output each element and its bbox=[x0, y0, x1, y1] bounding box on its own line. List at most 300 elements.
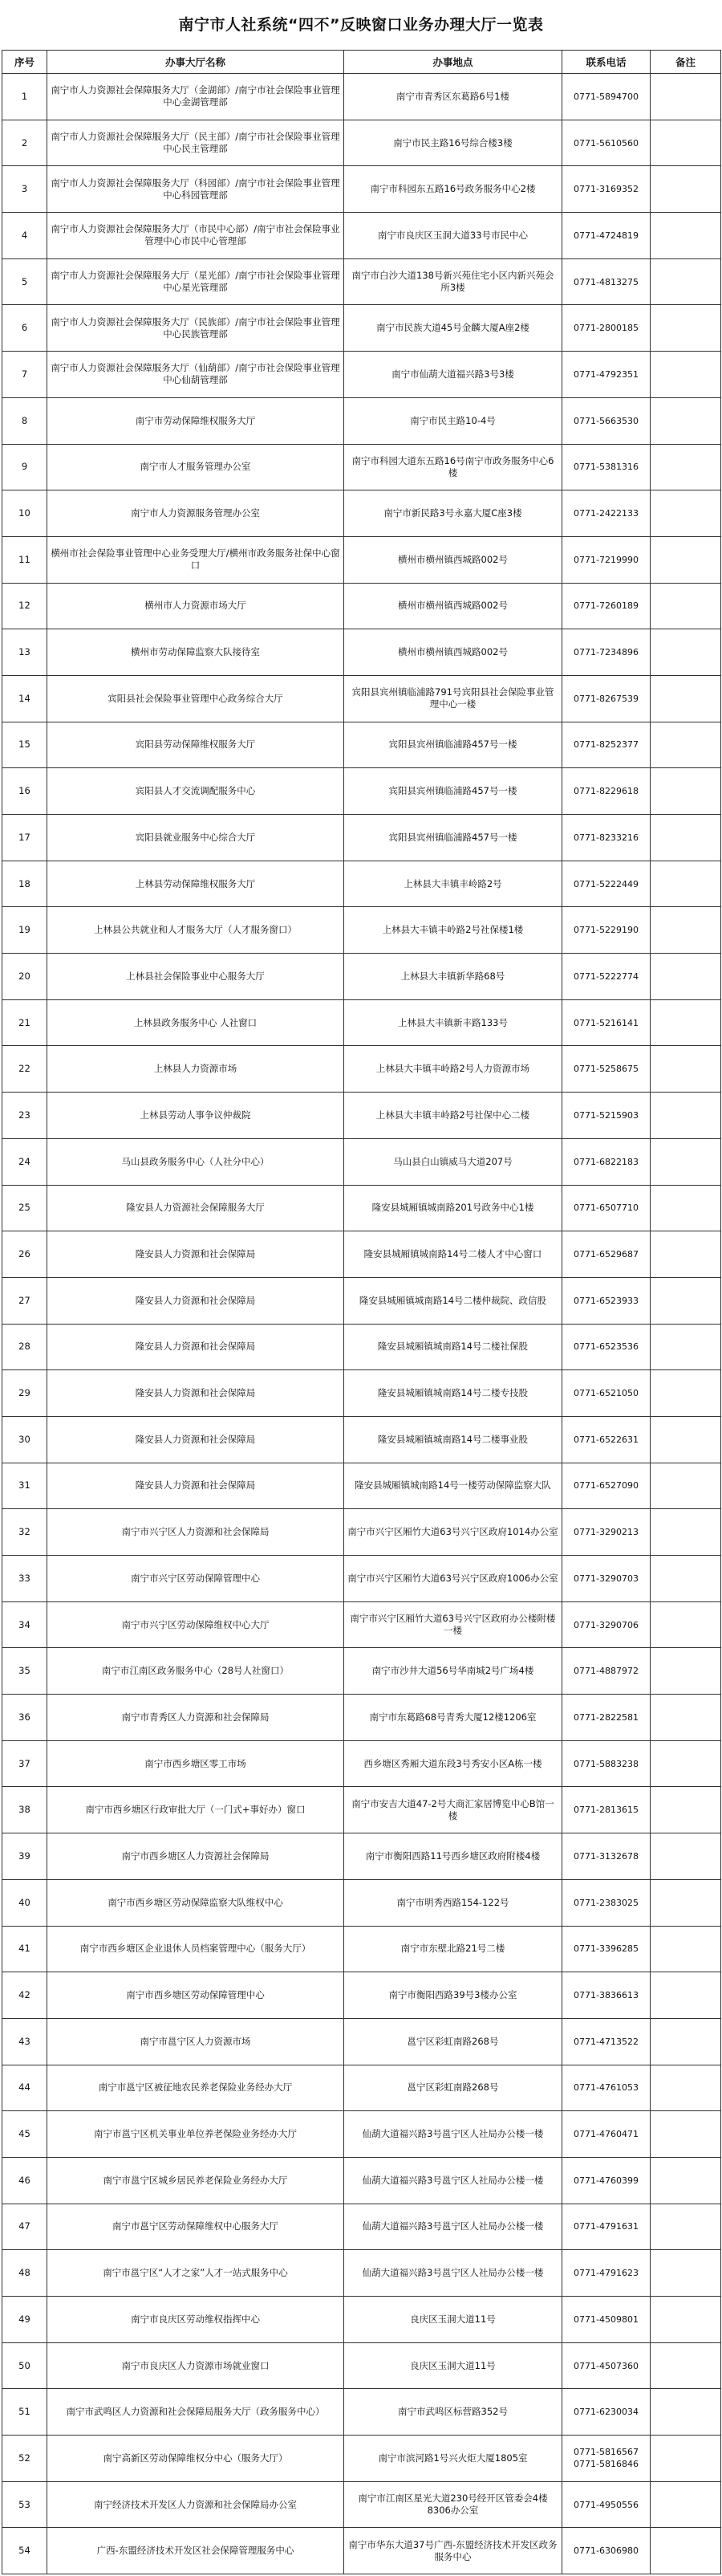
cell-phone: 0771-3290706 bbox=[562, 1601, 651, 1648]
table-row bbox=[2, 2528, 721, 2574]
table-row bbox=[2, 722, 721, 768]
cell-note bbox=[651, 1046, 721, 1093]
cell-phone: 0771-5883238 bbox=[562, 1740, 651, 1787]
cell-address: 南宁市兴宁区厢竹大道63号兴宁区政府1006办公室 bbox=[344, 1556, 562, 1602]
table-row bbox=[2, 74, 721, 120]
cell-no: 17 bbox=[2, 815, 47, 861]
table-row bbox=[2, 258, 721, 305]
cell-no: 21 bbox=[2, 999, 47, 1046]
cell-name: 南宁市人力资源社会保障服务大厅（金湖部）/南宁市社会保险事业管理中心金湖管理部 bbox=[47, 74, 344, 120]
cell-note bbox=[651, 1416, 721, 1463]
cell-phone: 0771-6230034 bbox=[562, 2389, 651, 2436]
table-row bbox=[2, 490, 721, 537]
cell-no: 38 bbox=[2, 1787, 47, 1833]
table-row bbox=[2, 2342, 721, 2389]
table-row bbox=[2, 352, 721, 398]
cell-note bbox=[651, 1833, 721, 1880]
cell-phone: 0771-5222774 bbox=[562, 954, 651, 1000]
cell-name: 南宁市邕宁区劳动保障维权中心服务大厅 bbox=[47, 2204, 344, 2250]
cell-phone: 0771-4792351 bbox=[562, 352, 651, 398]
cell-name: 南宁市邕宁区机关事业单位养老保险业务经办大厅 bbox=[47, 2111, 344, 2158]
cell-no: 4 bbox=[2, 213, 47, 259]
cell-no: 54 bbox=[2, 2528, 47, 2574]
cell-no: 27 bbox=[2, 1277, 47, 1324]
table-row bbox=[2, 2204, 721, 2250]
cell-no: 18 bbox=[2, 861, 47, 907]
cell-address: 良庆区玉洞大道11号 bbox=[344, 2342, 562, 2389]
cell-address: 南宁市兴宁区厢竹大道63号兴宁区政府办公楼附楼一楼 bbox=[344, 1601, 562, 1648]
cell-name: 南宁市劳动保障维权服务大厅 bbox=[47, 397, 344, 444]
cell-address: 南宁市青秀区东葛路6号1楼 bbox=[344, 74, 562, 120]
cell-note bbox=[651, 490, 721, 537]
table-row bbox=[2, 1324, 721, 1370]
cell-phone: 0771-2822581 bbox=[562, 1695, 651, 1741]
cell-note bbox=[651, 120, 721, 166]
document-title: 南宁市人社系统“四不”反映窗口业务办理大厅一览表 bbox=[178, 16, 544, 34]
cell-address: 隆安县城厢镇城南路14号二楼人才中心窗口 bbox=[344, 1231, 562, 1278]
cell-address: 上林县大丰镇丰岭路2号社保中心二楼 bbox=[344, 1093, 562, 1139]
cell-address: 南宁市衡阳西路11号西乡塘区政府附楼4楼 bbox=[344, 1833, 562, 1880]
cell-address: 南宁市民主路16号综合楼3楼 bbox=[344, 120, 562, 166]
cell-phone: 0771-7234896 bbox=[562, 629, 651, 676]
cell-address: 邕宁区彩虹南路268号 bbox=[344, 2065, 562, 2111]
header-phone: 联系电话 bbox=[562, 51, 651, 74]
table-row bbox=[2, 2389, 721, 2436]
cell-no: 10 bbox=[2, 490, 47, 537]
cell-no: 36 bbox=[2, 1695, 47, 1741]
cell-name: 隆安县人力资源和社会保障局 bbox=[47, 1324, 344, 1370]
cell-name: 横州市劳动保障监察大队接待室 bbox=[47, 629, 344, 676]
table-body bbox=[2, 74, 721, 2574]
cell-note bbox=[651, 954, 721, 1000]
cell-name: 马山县政务服务中心（人社分中心） bbox=[47, 1138, 344, 1185]
cell-phone: 0771-4791631 bbox=[562, 2204, 651, 2250]
cell-address: 隆安县城厢镇城南路14号二楼事业股 bbox=[344, 1416, 562, 1463]
cell-address: 隆安县城厢镇城南路14号二楼专技股 bbox=[344, 1370, 562, 1417]
cell-phone: 0771-5222449 bbox=[562, 861, 651, 907]
cell-no: 29 bbox=[2, 1370, 47, 1417]
table-row bbox=[2, 1231, 721, 1278]
cell-address: 上林县大丰镇新丰路133号 bbox=[344, 999, 562, 1046]
cell-address: 隆安县城厢镇城南路201号政务中心1楼 bbox=[344, 1185, 562, 1231]
cell-note bbox=[651, 1231, 721, 1278]
cell-phone: 0771-5610560 bbox=[562, 120, 651, 166]
table-row bbox=[2, 1093, 721, 1139]
table-row bbox=[2, 861, 721, 907]
cell-phone: 0771-5816567 0771-5816846 bbox=[562, 2436, 651, 2482]
cell-no: 20 bbox=[2, 954, 47, 1000]
table-row bbox=[2, 1740, 721, 1787]
cell-name: 南宁市人力资源社会保障服务大厅（科园部）/南宁市社会保险事业管理中心科园管理部 bbox=[47, 166, 344, 213]
cell-note bbox=[651, 675, 721, 722]
table-row bbox=[2, 536, 721, 583]
cell-note bbox=[651, 722, 721, 768]
cell-name: 南宁市西乡塘区劳动保障管理中心 bbox=[47, 1972, 344, 2019]
table-row bbox=[2, 1787, 721, 1833]
cell-no: 16 bbox=[2, 768, 47, 815]
cell-name: 南宁市人力资源社会保障服务大厅（仙葫部）/南宁市社会保险事业管理中心仙葫管理部 bbox=[47, 352, 344, 398]
cell-no: 25 bbox=[2, 1185, 47, 1231]
cell-name: 南宁经济技术开发区人力资源和社会保障局办公室 bbox=[47, 2481, 344, 2528]
table-row bbox=[2, 2018, 721, 2065]
cell-phone: 0771-4760399 bbox=[562, 2157, 651, 2204]
cell-address: 南宁市滨河路1号兴火炬大厦1805室 bbox=[344, 2436, 562, 2482]
table-row bbox=[2, 2436, 721, 2482]
cell-note bbox=[651, 1740, 721, 1787]
table-row bbox=[2, 1833, 721, 1880]
table-row bbox=[2, 1601, 721, 1648]
cell-phone: 0771-4950556 bbox=[562, 2481, 651, 2528]
cell-phone: 0771-6522631 bbox=[562, 1416, 651, 1463]
cell-note bbox=[651, 907, 721, 954]
cell-address: 上林县大丰镇新华路68号 bbox=[344, 954, 562, 1000]
cell-address: 南宁市明秀西路154-122号 bbox=[344, 1879, 562, 1926]
cell-phone: 0771-5229190 bbox=[562, 907, 651, 954]
cell-note bbox=[651, 1463, 721, 1509]
cell-phone: 0771-5381316 bbox=[562, 444, 651, 490]
cell-no: 13 bbox=[2, 629, 47, 676]
table-row bbox=[2, 954, 721, 1000]
cell-address: 南宁市兴宁区厢竹大道63号兴宁区政府1014办公室 bbox=[344, 1509, 562, 1556]
cell-phone: 0771-7260189 bbox=[562, 583, 651, 629]
cell-note bbox=[651, 2157, 721, 2204]
cell-name: 南宁市西乡塘区行政审批大厅（一门式+事好办）窗口 bbox=[47, 1787, 344, 1833]
cell-name: 上林县人力资源市场 bbox=[47, 1046, 344, 1093]
cell-note bbox=[651, 536, 721, 583]
cell-address: 横州市横州镇西城路002号 bbox=[344, 629, 562, 676]
table-row bbox=[2, 1879, 721, 1926]
cell-name: 隆安县人力资源和社会保障局 bbox=[47, 1463, 344, 1509]
cell-no: 34 bbox=[2, 1601, 47, 1648]
table-row bbox=[2, 907, 721, 954]
cell-phone: 0771-4713522 bbox=[562, 2018, 651, 2065]
cell-no: 35 bbox=[2, 1648, 47, 1695]
cell-no: 33 bbox=[2, 1556, 47, 1602]
cell-address: 邕宁区彩虹南路268号 bbox=[344, 2018, 562, 2065]
cell-no: 7 bbox=[2, 352, 47, 398]
cell-phone: 0771-6521050 bbox=[562, 1370, 651, 1417]
table-row bbox=[2, 768, 721, 815]
cell-phone: 0771-6822183 bbox=[562, 1138, 651, 1185]
cell-no: 22 bbox=[2, 1046, 47, 1093]
cell-note bbox=[651, 305, 721, 352]
cell-note bbox=[651, 999, 721, 1046]
cell-note bbox=[651, 1277, 721, 1324]
cell-name: 南宁市良庆区人力资源市场就业窗口 bbox=[47, 2342, 344, 2389]
cell-note bbox=[651, 1648, 721, 1695]
cell-address: 上林县大丰镇丰岭路2号人力资源市场 bbox=[344, 1046, 562, 1093]
cell-phone: 0771-8267539 bbox=[562, 675, 651, 722]
cell-note bbox=[651, 1370, 721, 1417]
cell-phone: 0771-4760471 bbox=[562, 2111, 651, 2158]
cell-name: 隆安县人力资源和社会保障局 bbox=[47, 1416, 344, 1463]
cell-phone: 0771-4761053 bbox=[562, 2065, 651, 2111]
table-row bbox=[2, 1926, 721, 1972]
cell-name: 宾阳县人才交流调配服务中心 bbox=[47, 768, 344, 815]
table-row bbox=[2, 815, 721, 861]
cell-no: 52 bbox=[2, 2436, 47, 2482]
cell-name: 宾阳县就业服务中心综合大厅 bbox=[47, 815, 344, 861]
office-table bbox=[2, 50, 721, 2574]
cell-phone: 0771-6527090 bbox=[562, 1463, 651, 1509]
table-row bbox=[2, 1416, 721, 1463]
cell-note bbox=[651, 1185, 721, 1231]
cell-name: 南宁市江南区政务服务中心（28号人社窗口） bbox=[47, 1648, 344, 1695]
table-row bbox=[2, 999, 721, 1046]
cell-no: 53 bbox=[2, 2481, 47, 2528]
cell-address: 南宁市民主路10-4号 bbox=[344, 397, 562, 444]
cell-no: 50 bbox=[2, 2342, 47, 2389]
cell-no: 32 bbox=[2, 1509, 47, 1556]
header-row bbox=[2, 51, 721, 74]
cell-note bbox=[651, 2065, 721, 2111]
cell-note bbox=[651, 1601, 721, 1648]
cell-phone: 0771-2800185 bbox=[562, 305, 651, 352]
header-note: 备注 bbox=[651, 51, 721, 74]
cell-phone: 0771-3396285 bbox=[562, 1926, 651, 1972]
cell-name: 南宁市良庆区劳动维权指挥中心 bbox=[47, 2297, 344, 2343]
cell-phone: 0771-2813615 bbox=[562, 1787, 651, 1833]
cell-note bbox=[651, 352, 721, 398]
cell-no: 6 bbox=[2, 305, 47, 352]
cell-no: 19 bbox=[2, 907, 47, 954]
table-row bbox=[2, 166, 721, 213]
cell-phone: 0771-8229618 bbox=[562, 768, 651, 815]
table-row bbox=[2, 583, 721, 629]
table-row bbox=[2, 1648, 721, 1695]
cell-name: 南宁高新区劳动保障维权分中心（服务大厅） bbox=[47, 2436, 344, 2482]
cell-phone: 0771-6523933 bbox=[562, 1277, 651, 1324]
cell-address: 南宁市武鸣区标营路352号 bbox=[344, 2389, 562, 2436]
cell-name: 隆安县人力资源社会保障服务大厅 bbox=[47, 1185, 344, 1231]
cell-no: 12 bbox=[2, 583, 47, 629]
cell-address: 南宁市科园东五路16号政务服务中心2楼 bbox=[344, 166, 562, 213]
cell-no: 51 bbox=[2, 2389, 47, 2436]
cell-name: 南宁市人力资源社会保障服务大厅（市民中心部）/南宁市社会保险事业管理中心市民中心管理部 bbox=[47, 213, 344, 259]
cell-name: 南宁市邕宁区人力资源市场 bbox=[47, 2018, 344, 2065]
cell-no: 31 bbox=[2, 1463, 47, 1509]
cell-phone: 0771-5663530 bbox=[562, 397, 651, 444]
cell-name: 上林县政务服务中心 人社窗口 bbox=[47, 999, 344, 1046]
cell-name: 南宁市人才服务管理办公室 bbox=[47, 444, 344, 490]
cell-note bbox=[651, 1787, 721, 1833]
cell-no: 48 bbox=[2, 2250, 47, 2297]
cell-address: 宾阳县宾州镇临浦路457号一楼 bbox=[344, 768, 562, 815]
cell-address: 宾阳县宾州镇临浦路791号宾阳县社会保险事业管理中心一楼 bbox=[344, 675, 562, 722]
cell-no: 15 bbox=[2, 722, 47, 768]
cell-note bbox=[651, 815, 721, 861]
cell-note bbox=[651, 2528, 721, 2574]
cell-phone: 0771-6306980 bbox=[562, 2528, 651, 2574]
cell-name: 南宁市兴宁区人力资源和社会保障局 bbox=[47, 1509, 344, 1556]
cell-phone: 0771-6507710 bbox=[562, 1185, 651, 1231]
cell-no: 11 bbox=[2, 536, 47, 583]
table-row bbox=[2, 2250, 721, 2297]
cell-no: 49 bbox=[2, 2297, 47, 2343]
cell-no: 3 bbox=[2, 166, 47, 213]
cell-address: 南宁市良庆区玉洞大道33号市民中心 bbox=[344, 213, 562, 259]
cell-no: 5 bbox=[2, 258, 47, 305]
cell-note bbox=[651, 2436, 721, 2482]
cell-name: 隆安县人力资源和社会保障局 bbox=[47, 1370, 344, 1417]
table-row bbox=[2, 1695, 721, 1741]
table-row bbox=[2, 397, 721, 444]
table-row bbox=[2, 629, 721, 676]
table-row bbox=[2, 1370, 721, 1417]
cell-no: 45 bbox=[2, 2111, 47, 2158]
cell-name: 南宁市人力资源社会保障服务大厅（民主部）/南宁市社会保险事业管理中心民主管理部 bbox=[47, 120, 344, 166]
cell-no: 1 bbox=[2, 74, 47, 120]
table-row bbox=[2, 1138, 721, 1185]
cell-name: 南宁市人力资源社会保障服务大厅（民族部）/南宁市社会保险事业管理中心民族管理部 bbox=[47, 305, 344, 352]
cell-address: 宾阳县宾州镇临浦路457号一楼 bbox=[344, 722, 562, 768]
cell-address: 南宁市新民路3号永嘉大厦C座3楼 bbox=[344, 490, 562, 537]
cell-name: 南宁市人力资源社会保障服务大厅（星光部）/南宁市社会保险事业管理中心星光管理部 bbox=[47, 258, 344, 305]
cell-address: 南宁市东壁北路21号二楼 bbox=[344, 1926, 562, 1972]
cell-no: 9 bbox=[2, 444, 47, 490]
cell-note bbox=[651, 1879, 721, 1926]
cell-address: 南宁市仙葫大道福兴路3号3楼 bbox=[344, 352, 562, 398]
cell-note bbox=[651, 2389, 721, 2436]
cell-name: 横州市社会保险事业管理中心业务受理大厅/横州市政务服务社保中心窗口 bbox=[47, 536, 344, 583]
table-row bbox=[2, 444, 721, 490]
cell-note bbox=[651, 1556, 721, 1602]
cell-no: 30 bbox=[2, 1416, 47, 1463]
cell-name: 南宁市人力资源服务管理办公室 bbox=[47, 490, 344, 537]
table-row bbox=[2, 213, 721, 259]
cell-note bbox=[651, 1972, 721, 2019]
cell-address: 仙葫大道福兴路3号邕宁区人社局办公楼一楼 bbox=[344, 2204, 562, 2250]
cell-note bbox=[651, 861, 721, 907]
cell-phone: 0771-2422133 bbox=[562, 490, 651, 537]
cell-address: 南宁市衡阳西路39号3楼办公室 bbox=[344, 1972, 562, 2019]
cell-phone: 0771-3169352 bbox=[562, 166, 651, 213]
cell-note bbox=[651, 2111, 721, 2158]
table-row bbox=[2, 1185, 721, 1231]
cell-phone: 0771-2383025 bbox=[562, 1879, 651, 1926]
cell-address: 南宁市江南区星光大道230号经开区管委会4楼8306办公室 bbox=[344, 2481, 562, 2528]
cell-address: 马山县白山镇威马大道207号 bbox=[344, 1138, 562, 1185]
cell-note bbox=[651, 213, 721, 259]
cell-phone: 0771-7219990 bbox=[562, 536, 651, 583]
cell-no: 14 bbox=[2, 675, 47, 722]
cell-address: 横州市横州镇西城路002号 bbox=[344, 583, 562, 629]
cell-phone: 0771-4509801 bbox=[562, 2297, 651, 2343]
cell-note bbox=[651, 2481, 721, 2528]
header-name: 办事大厅名称 bbox=[47, 51, 344, 74]
cell-no: 8 bbox=[2, 397, 47, 444]
table-row bbox=[2, 1463, 721, 1509]
cell-address: 隆安县城厢镇城南路14号二楼仲裁院、政信股 bbox=[344, 1277, 562, 1324]
cell-name: 上林县劳动人事争议仲裁院 bbox=[47, 1093, 344, 1139]
cell-name: 南宁市邕宁区“人才之家”人才一站式服务中心 bbox=[47, 2250, 344, 2297]
cell-address: 南宁市科园大道东五路16号南宁市政务服务中心6楼 bbox=[344, 444, 562, 490]
cell-name: 广西-东盟经济技术开发区社会保障管理服务中心 bbox=[47, 2528, 344, 2574]
cell-phone: 0771-5258675 bbox=[562, 1046, 651, 1093]
cell-note bbox=[651, 444, 721, 490]
cell-no: 28 bbox=[2, 1324, 47, 1370]
cell-note bbox=[651, 629, 721, 676]
cell-note bbox=[651, 166, 721, 213]
header-address: 办事地点 bbox=[344, 51, 562, 74]
cell-phone: 0771-6523536 bbox=[562, 1324, 651, 1370]
cell-no: 44 bbox=[2, 2065, 47, 2111]
cell-address: 上林县大丰镇丰岭路2号 bbox=[344, 861, 562, 907]
cell-note bbox=[651, 2204, 721, 2250]
cell-name: 上林县劳动保障维权服务大厅 bbox=[47, 861, 344, 907]
cell-address: 仙葫大道福兴路3号邕宁区人社局办公楼一楼 bbox=[344, 2250, 562, 2297]
cell-address: 仙葫大道福兴路3号邕宁区人社局办公楼一楼 bbox=[344, 2157, 562, 2204]
cell-address: 隆安县城厢镇城南路14号二楼社保股 bbox=[344, 1324, 562, 1370]
cell-name: 南宁市兴宁区劳动保障管理中心 bbox=[47, 1556, 344, 1602]
cell-name: 南宁市兴宁区劳动保障维权中心大厅 bbox=[47, 1601, 344, 1648]
cell-address: 宾阳县宾州镇临浦路457号一楼 bbox=[344, 815, 562, 861]
cell-name: 横州市人力资源市场大厅 bbox=[47, 583, 344, 629]
cell-note bbox=[651, 2018, 721, 2065]
cell-name: 上林县公共就业和人才服务大厅（人才服务窗口） bbox=[47, 907, 344, 954]
cell-note bbox=[651, 2297, 721, 2343]
cell-address: 良庆区玉洞大道11号 bbox=[344, 2297, 562, 2343]
cell-name: 南宁市武鸣区人力资源和社会保障局服务大厅（政务服务中心） bbox=[47, 2389, 344, 2436]
cell-note bbox=[651, 74, 721, 120]
cell-name: 隆安县人力资源和社会保障局 bbox=[47, 1277, 344, 1324]
cell-no: 23 bbox=[2, 1093, 47, 1139]
cell-note bbox=[651, 1509, 721, 1556]
cell-note bbox=[651, 1324, 721, 1370]
cell-no: 37 bbox=[2, 1740, 47, 1787]
cell-note bbox=[651, 397, 721, 444]
cell-address: 南宁市华东大道37号广西-东盟经济技术开发区政务服务中心 bbox=[344, 2528, 562, 2574]
cell-note bbox=[651, 2342, 721, 2389]
cell-phone: 0771-4724819 bbox=[562, 213, 651, 259]
table-row bbox=[2, 2297, 721, 2343]
cell-name: 南宁市西乡塘区人力资源社会保障局 bbox=[47, 1833, 344, 1880]
cell-no: 46 bbox=[2, 2157, 47, 2204]
cell-phone: 0771-3132678 bbox=[562, 1833, 651, 1880]
cell-address: 西乡塘区秀厢大道东段3号秀安小区A栋一楼 bbox=[344, 1740, 562, 1787]
cell-no: 41 bbox=[2, 1926, 47, 1972]
cell-address: 横州市横州镇西城路002号 bbox=[344, 536, 562, 583]
cell-name: 宾阳县劳动保障维权服务大厅 bbox=[47, 722, 344, 768]
table-row bbox=[2, 305, 721, 352]
cell-no: 39 bbox=[2, 1833, 47, 1880]
cell-address: 仙葫大道福兴路3号邕宁区人社局办公楼一楼 bbox=[344, 2111, 562, 2158]
table-row bbox=[2, 120, 721, 166]
cell-name: 南宁市西乡塘区企业退休人员档案管理中心（服务大厅） bbox=[47, 1926, 344, 1972]
cell-phone: 0771-8233216 bbox=[562, 815, 651, 861]
cell-no: 24 bbox=[2, 1138, 47, 1185]
cell-name: 隆安县人力资源和社会保障局 bbox=[47, 1231, 344, 1278]
cell-address: 隆安县城厢镇城南路14号一楼劳动保障监察大队 bbox=[344, 1463, 562, 1509]
table-row bbox=[2, 1972, 721, 2019]
table-row bbox=[2, 2065, 721, 2111]
cell-phone: 0771-4887972 bbox=[562, 1648, 651, 1695]
table-row bbox=[2, 2481, 721, 2528]
cell-phone: 0771-5215903 bbox=[562, 1093, 651, 1139]
cell-address: 南宁市东葛路68号青秀大厦12楼1206室 bbox=[344, 1695, 562, 1741]
table-row bbox=[2, 675, 721, 722]
cell-no: 42 bbox=[2, 1972, 47, 2019]
table-row bbox=[2, 2157, 721, 2204]
table-row bbox=[2, 1556, 721, 1602]
cell-address: 南宁市民族大道45号金麟大厦A座2楼 bbox=[344, 305, 562, 352]
header-no: 序号 bbox=[2, 51, 47, 74]
cell-name: 上林县社会保险事业中心服务大厅 bbox=[47, 954, 344, 1000]
cell-no: 26 bbox=[2, 1231, 47, 1278]
cell-note bbox=[651, 1926, 721, 1972]
cell-address: 上林县大丰镇丰岭路2号社保楼1楼 bbox=[344, 907, 562, 954]
cell-name: 南宁市青秀区人力资源和社会保障局 bbox=[47, 1695, 344, 1741]
